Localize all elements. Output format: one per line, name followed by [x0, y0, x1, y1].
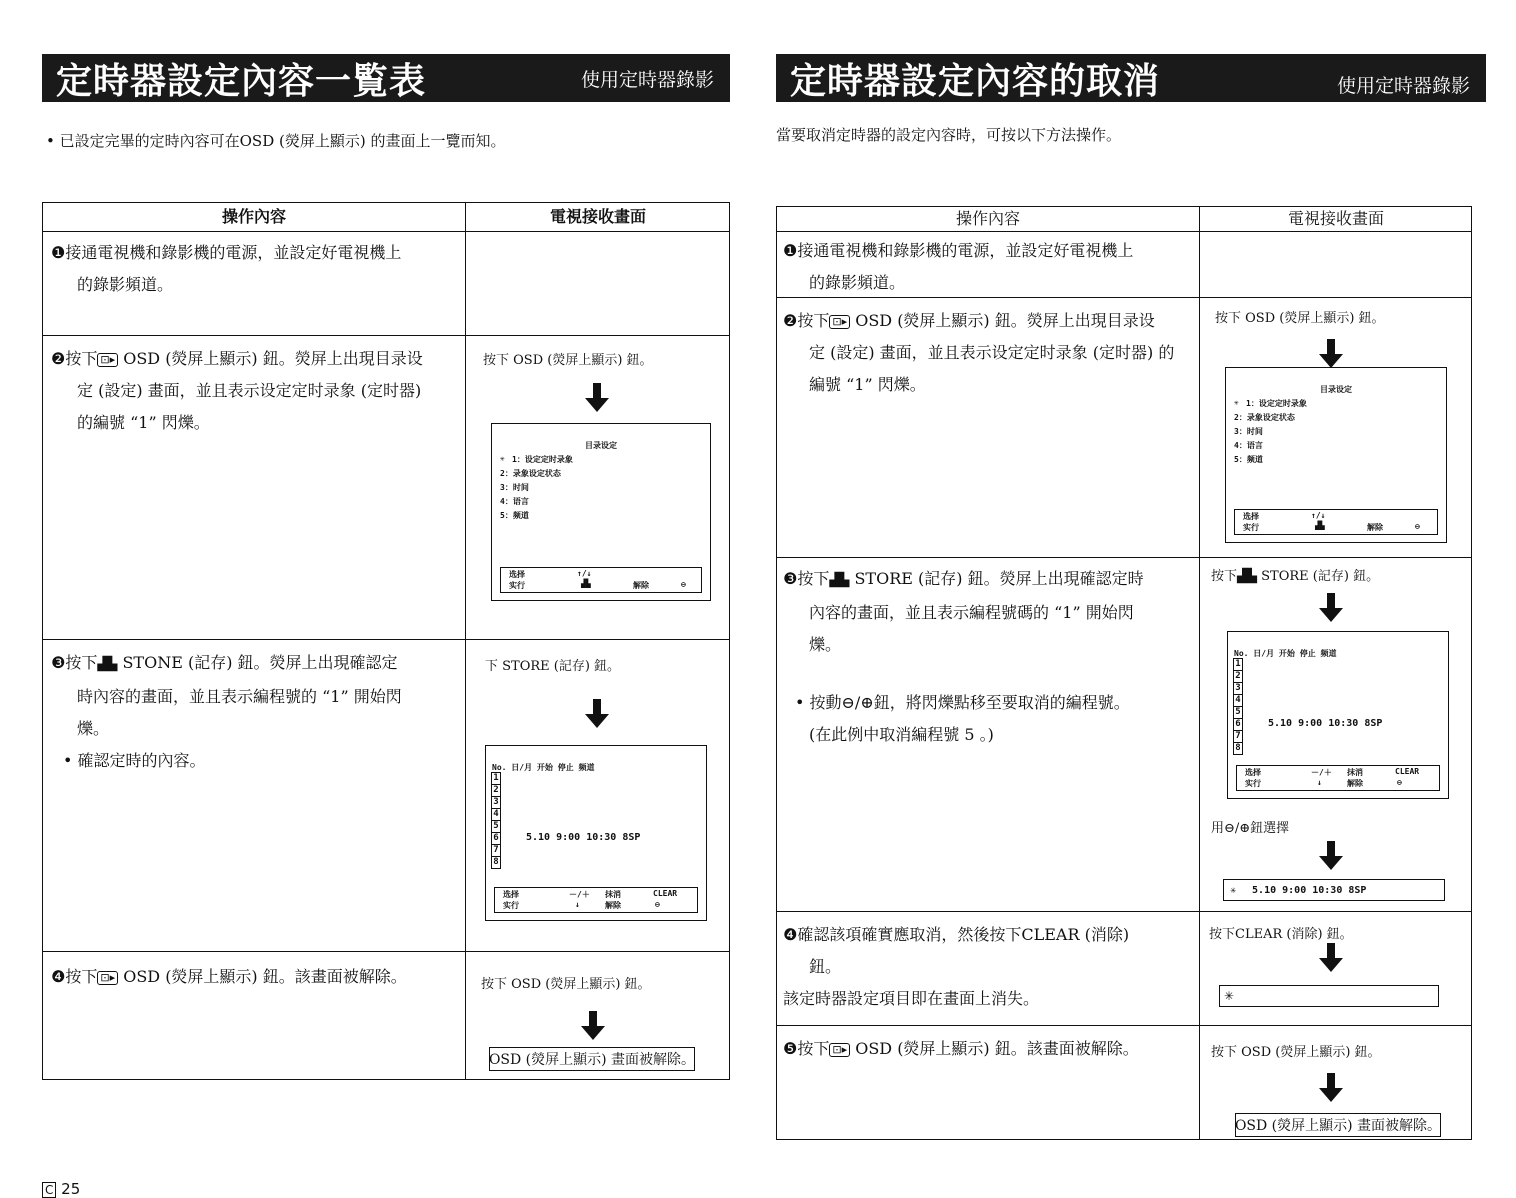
left-page-title: 定時器設定內容一覧表 — [56, 60, 427, 102]
osd-key-icon: ⊡▸ — [829, 1043, 850, 1057]
right-title-banner — [776, 54, 1486, 102]
down-icon: ↓ — [575, 900, 580, 909]
right-osd-menu-screen: 目录设定 ✳ 1：设定定时录象 2：录象设定状态 3：时间 4：语言 5：频道 选择 实行 ↑/↓ ▟▙ 解除 ⊖ — [1225, 367, 1447, 543]
right-r2-caption: 按下 OSD (熒屏上顯示) 鈕。 — [1215, 311, 1385, 326]
left-r3-caption: 下 STORE (記存) 鈕。 — [485, 659, 621, 674]
right-step-3: ❸按下▟▙ STORE (記存) 鈕。熒屏上出現確認定時 內容的畫面，並且表示編程號碼的 “1” 開始閃 爍。 • 按動⊖/⊕鈕，將閃爍點移至要取消的編程號。 (在此例中取消編程號 5 。) — [783, 563, 1195, 751]
right-page-subtitle: 使用定時器錄影 — [1336, 74, 1470, 97]
right-step-5: ❺按下 ⊡▸ OSD (熒屏上顯示) 鈕。該畫面被解除。 — [783, 1039, 1139, 1058]
left-timer-screen: No. 日/月 开始 停止 频道 1 2 3 4 5 6 7 8 5.10 9:00 10:30 8SP 选择 实行 －/＋ ↓ 抹消 解除 CLEAR ⊖ — [485, 745, 707, 921]
left-r4-result-box: OSD (熒屏上顯示) 畫面被解除。 — [489, 1047, 695, 1071]
left-osd-menu-screen: 目录设定 ✳ 1：设定定时录象 2：录象设定状态 3：时间 4：语言 5：频道 选择 实行 ↑/↓ ▟▙ 解除 ⊖ — [491, 423, 711, 601]
page-number: 25 — [61, 1180, 81, 1198]
left-step-2: ❷按下 ⊡▸ OSD (熒屏上顯示) 鈕。熒屏上出現目录设 定 (設定) 畫面，並且表示设定定时录象 (定时器) 的編號 “1” 閃爍。 — [51, 349, 423, 432]
right-step-4: ❹確認該項確實應取消，然後按下CLEAR (消除) 鈕。 該定時器設定項目即在畫面上消失。 — [783, 925, 1130, 1008]
right-page-title: 定時器設定內容的取消 — [790, 60, 1161, 102]
right-r5-result-box: OSD (熒屏上顯示) 畫面被解除。 — [1235, 1113, 1441, 1137]
osd-key-icon: ⊡▸ — [97, 971, 118, 985]
right-timer-screen: No. 日/月 开始 停止 频道 1 2 3 4 5 6 7 8 5.10 9:00 10:30 8SP 选择 实行 －/＋ ↓ 抹消 解除 CLEAR ⊖ — [1227, 631, 1449, 799]
left-step-3: ❸按下▟▙ STONE (記存) 鈕。熒屏上出現確認定 時內容的畫面，並且表示編程號的 “1” 開始閃 爍。 • 確認定時的內容。 — [51, 647, 461, 777]
left-r2-caption: 按下 OSD (熒屏上顯示) 鈕。 — [483, 353, 653, 368]
right-header-operation: 操作內容 — [955, 209, 1020, 228]
right-r4-empty-box — [1219, 985, 1439, 1007]
left-page-subtitle: 使用定時器錄影 — [580, 68, 714, 91]
osd-key-icon: ⊖ — [655, 900, 660, 909]
osd-key-icon: ⊡▸ — [829, 315, 850, 329]
right-r5-caption: 按下 OSD (熒屏上顯示) 鈕。 — [1211, 1045, 1381, 1060]
left-header-screen: 電視接收畫面 — [549, 207, 646, 226]
store-icon: ▟▙ — [829, 573, 850, 588]
right-r4-caption: 按下CLEAR (消除) 鈕。 — [1209, 927, 1353, 942]
left-title-banner — [42, 54, 730, 102]
left-r4-caption: 按下 OSD (熒屏上顯示) 鈕。 — [481, 977, 651, 992]
blink-icon: ✳ — [1224, 989, 1235, 1003]
left-step-1: ❶接通電視機和錄影機的電源，並設定好電視機上 的錄影頻道。 — [51, 243, 402, 294]
left-header-operation: 操作內容 — [221, 207, 286, 226]
blink-icon: ✳ — [500, 454, 505, 463]
right-table — [776, 206, 1472, 1140]
store-icon: ▟▙ — [97, 657, 118, 672]
store-icon: ▟▙ — [1237, 569, 1258, 584]
osd-key-icon: ⊖ — [1415, 522, 1420, 531]
right-step-1: ❶接通電視機和錄影機的電源，並設定好電視機上 的錄影頻道。 — [783, 241, 1134, 292]
osd-key-icon: ⊖ — [681, 580, 686, 589]
left-step-4: ❹按下 ⊡▸ OSD (熒屏上顯示) 鈕。該畫面被解除。 — [51, 967, 407, 986]
right-header-screen: 電視接收畫面 — [1287, 209, 1384, 228]
right-intro: 當要取消定時器的設定內容時，可按以下方法操作。 — [776, 126, 1122, 144]
store-icon: ▟▙ — [581, 579, 591, 588]
page-footer — [42, 1180, 80, 1198]
right-r3-caption: 按下▟▙ STORE (記存) 鈕。 — [1211, 569, 1380, 584]
blink-icon: ✳ — [1230, 884, 1237, 896]
osd-key-icon: ⊖ — [1397, 778, 1402, 787]
left-intro: • 已設定完畢的定時內容可在OSD (熒屏上顯示) 的畫面上一覽而知。 — [46, 132, 506, 150]
osd-key-icon: ⊡▸ — [97, 353, 118, 367]
right-step-2: ❷按下 ⊡▸ OSD (熒屏上顯示) 鈕。熒屏上出現目录设 定 (設定) 畫面，並且表示设定定时录象 (定时器) 的 編號 “1” 閃爍。 — [783, 311, 1175, 394]
right-r3-select-caption: 用⊖/⊕鈕選擇 — [1211, 821, 1290, 836]
blink-icon: ✳ — [1234, 398, 1239, 407]
page-label: C — [42, 1182, 56, 1198]
step-number: ❶ — [51, 243, 66, 262]
left-table — [42, 202, 730, 1080]
right-r3-selected-strip: ✳ 5.10 9:00 10:30 8SP — [1223, 879, 1445, 901]
store-icon: ▟▙ — [1315, 521, 1325, 530]
down-icon: ↓ — [1317, 778, 1322, 787]
